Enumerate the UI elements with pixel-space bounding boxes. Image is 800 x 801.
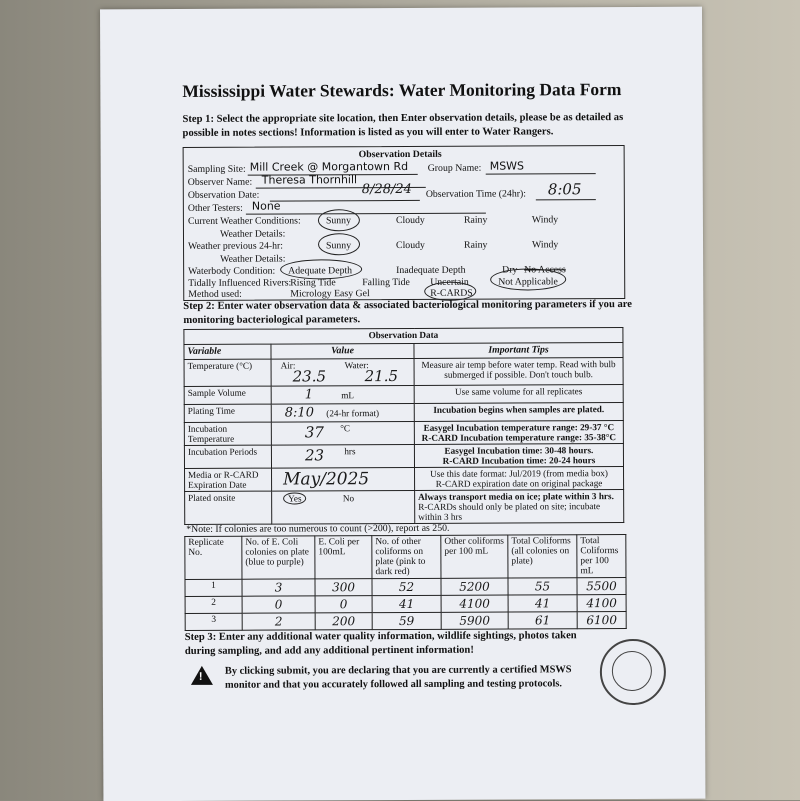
sample-volume-value-cell[interactable] [271,385,414,404]
tidal-rivers-label: Tidally Influenced Rivers: [188,277,292,289]
col-header: Other coliforms per 100 mL [441,535,508,578]
tip-cell [414,421,623,445]
observation-details-box [183,145,626,301]
plating-time-value-cell[interactable] [271,403,414,422]
table-row [185,578,626,597]
weather-option-sunny[interactable]: Sunny [325,215,351,227]
col-variable-header: Variable [184,344,271,359]
replicate-no-cell: 2 [185,596,242,613]
previous-weather-label: Weather previous 24-hr: [188,240,284,252]
weather-option-rainy[interactable]: Rainy [463,214,488,226]
other-coliform-per100-cell[interactable]: 4100 [441,595,508,612]
other-testers-value: None [251,199,281,213]
tidal-option-rising[interactable]: Rising Tide [290,277,336,289]
variable-cell: Incubation Temperature [184,422,271,445]
ecoli-per100-cell[interactable]: 0 [315,596,372,613]
step3-instructions: Step 3: Enter any additional water quality information, wildlife sightings, photos taken during sampling, and add any additional pertinent information! [184,630,577,657]
certification-declaration: By clicking submit, you are declaring that you are currently a certified MSWS monitor and that you accurately followed all sampling and testing protocols. [224,664,572,691]
replicate-no-cell: 1 [185,579,242,596]
observation-time-value: 8:05 [547,180,582,199]
waterbody-condition-label: Waterbody Condition: [188,265,276,277]
seal-inner-ring [612,651,652,691]
table-row [184,403,623,423]
sample-volume-value: 1 [304,387,314,403]
total-coliform-count-cell[interactable]: 55 [508,578,577,595]
observer-name-label: Observer Name: [187,176,253,188]
tidal-option-not-applicable[interactable]: Not Applicable [498,276,558,288]
group-name-label: Group Name: [427,162,482,174]
total-coliform-count-cell[interactable]: 41 [508,595,577,612]
tip-cell: Use same volume for all replicates [414,385,623,404]
tidal-option-falling[interactable]: Falling Tide [362,276,410,289]
table-row [184,421,623,446]
tip-line: Easygel Incubation time: 30-48 hours. [444,445,594,456]
method-used-label: Method used: [188,288,242,300]
water-temp-value: 21.5 [364,367,399,386]
table-row [185,467,624,492]
sample-volume-unit: mL [341,390,355,401]
sampling-site-label: Sampling Site: [187,163,246,175]
variable-cell: Plated onsite [185,491,272,524]
tip-line: R-CARD Incubation temperature range: 35-38°C [421,432,617,443]
prev-weather-option-cloudy[interactable]: Cloudy [396,239,425,252]
waterbody-option-dry[interactable]: Dry [502,264,518,276]
total-coliform-count-cell[interactable]: 61 [508,612,577,629]
other-testers-field[interactable] [246,200,486,215]
variable-cell: Media or R-CARD Expiration Date [185,468,272,491]
other-coliform-per100-cell[interactable]: 5200 [441,578,508,595]
variable-cell: Plating Time [184,404,271,422]
plated-onsite-value-cell[interactable] [272,490,415,524]
col-header: No. of E. Coli colonies on plate (blue to purple) [242,536,315,579]
replicate-no-cell: 3 [185,613,242,630]
temperature-value-cell[interactable] [271,358,414,386]
col-header: Replicate No. [185,536,242,579]
col-header: Total Coliforms (all colonies on plate) [508,535,577,578]
incubation-period-unit: hrs [344,446,356,457]
prev-weather-option-sunny[interactable]: Sunny [326,240,352,252]
variable-cell: Sample Volume [184,386,271,404]
other-coliform-count-cell[interactable]: 41 [372,595,441,612]
expiration-date-value-cell[interactable] [272,467,415,491]
tip-line: R-CARD expiration date on original package [435,478,603,489]
other-coliform-count-cell[interactable]: 59 [372,612,441,629]
incubation-temp-value-cell[interactable] [271,421,414,445]
waterbody-option-adequate[interactable]: Adequate Depth [288,265,353,277]
waterbody-option-no-access[interactable]: No Access [524,264,566,276]
other-coliform-count-cell[interactable]: 52 [372,578,441,595]
group-name-field[interactable] [486,160,596,174]
weather-details-label: Weather Details: [219,228,286,240]
replicate-table [184,534,626,631]
plated-onsite-no[interactable]: No [342,493,355,504]
colony-note: *Note: If colonies are too numerous to count (>200), report as 250. [186,522,450,535]
prev-weather-details-label: Weather Details: [220,253,286,265]
air-temp-value: 23.5 [292,367,327,386]
tip-cell: Incubation begins when samples are plated. [414,403,623,422]
form-title: Mississippi Water Stewards: Water Monitoring Data Form [182,79,622,101]
col-value-header: Value [271,343,414,359]
observation-details-heading: Observation Details [358,148,442,161]
col-header: E. Coli per 100mL [315,536,372,579]
tip-cell [414,444,623,468]
group-name-value: MSWS [489,159,525,173]
tip-line: Use this date format: Jul/2019 (from media box) [430,468,608,479]
tip-line: Easygel Incubation temperature range: 29-37 °C [423,422,615,433]
table-row [184,444,623,469]
variable-cell: Temperature (°C) [184,359,271,386]
incubation-temp-unit: °C [340,423,351,434]
observer-name-value: Theresa Thornhill [261,173,358,187]
observation-time-field[interactable] [536,182,596,200]
msws-seal-logo [600,639,666,705]
incubation-period-value: 23 [304,446,325,465]
tip-line: Always transport media on ice; plate within 3 hrs. [418,491,614,502]
other-coliform-per100-cell[interactable]: 5900 [441,612,508,629]
total-coliform-per100-cell[interactable]: 6100 [577,612,626,629]
observation-data-heading: Observation Data [184,328,623,345]
table-row [184,358,623,387]
plating-time-unit: (24-hr format) [326,408,380,419]
prev-weather-option-rainy[interactable]: Rainy [464,239,488,251]
method-option-rcards[interactable]: R-CARDS [430,287,473,299]
observation-date-label: Observation Date: [187,189,260,201]
ecoli-count-cell[interactable]: 2 [242,613,315,630]
table-row [185,595,626,614]
observation-time-label: Observation Time (24hr): [425,188,526,200]
weather-option-windy[interactable]: Windy [531,214,559,226]
weather-option-cloudy[interactable]: Cloudy [395,214,425,227]
ecoli-count-cell[interactable]: 0 [242,596,315,613]
step1-instructions: Step 1: Select the appropriate site location, then Enter observation details, please be as detailed as possible in notes sections! Information is listed as you will enter to Water Rangers. [182,112,624,139]
total-coliform-per100-cell[interactable]: 5500 [577,578,626,595]
tip-cell [415,467,624,491]
expiration-date-value: May/2025 [283,469,370,490]
warning-exclamation-icon: ! [198,670,203,683]
observation-date-field[interactable] [270,183,420,202]
total-coliform-per100-cell[interactable]: 4100 [577,595,626,612]
tip-cell [415,490,624,524]
tidal-option-uncertain[interactable]: Uncertain [430,276,469,288]
tip-line: R-CARD Incubation time: 20-24 hours [442,455,596,466]
tip-cell: Measure air temp before water temp. Read with bulb submerged if possible. Don't touch bulb. [414,358,623,386]
col-tips-header: Important Tips [414,343,623,359]
tip-line: R-CARDs should only be plated on site; incubate within 3 hrs [418,501,601,522]
step2-instructions: Step 2: Enter water observation data & associated bacteriological monitoring parameters if you are monitoring bacteriological parameters. [183,298,633,326]
observation-data-table [183,327,624,525]
observation-date-value: 8/28/24 [361,181,412,198]
col-header: Total Coliforms per 100 mL [577,535,626,578]
current-weather-label: Current Weather Conditions: [187,215,301,227]
ecoli-count-cell[interactable]: 3 [242,579,315,596]
ecoli-per100-cell[interactable]: 300 [315,579,372,596]
water-label: Water: [344,360,369,371]
variable-cell: Incubation Periods [184,445,271,468]
incubation-period-value-cell[interactable] [271,444,414,468]
data-form-sheet [100,7,705,801]
other-testers-label: Other Testers: [187,202,243,214]
air-label: Air: [280,360,296,371]
plated-onsite-yes[interactable]: Yes [283,492,306,504]
table-row [184,385,623,405]
ecoli-per100-cell[interactable]: 200 [315,613,372,630]
sampling-site-value: Mill Creek @ Morgantown Rd [249,159,409,174]
table-row [185,612,626,631]
table-row [185,490,624,525]
method-option-easygel[interactable]: Micrology Easy Gel [290,288,370,300]
plating-time-value: 8:10 [284,405,315,421]
waterbody-option-inadequate[interactable]: Inadequate Depth [396,264,466,277]
incubation-temp-value: 37 [304,423,324,442]
prev-weather-option-windy[interactable]: Windy [532,239,559,251]
col-header: No. of other coliforms on plate (pink to dark red) [372,535,441,578]
